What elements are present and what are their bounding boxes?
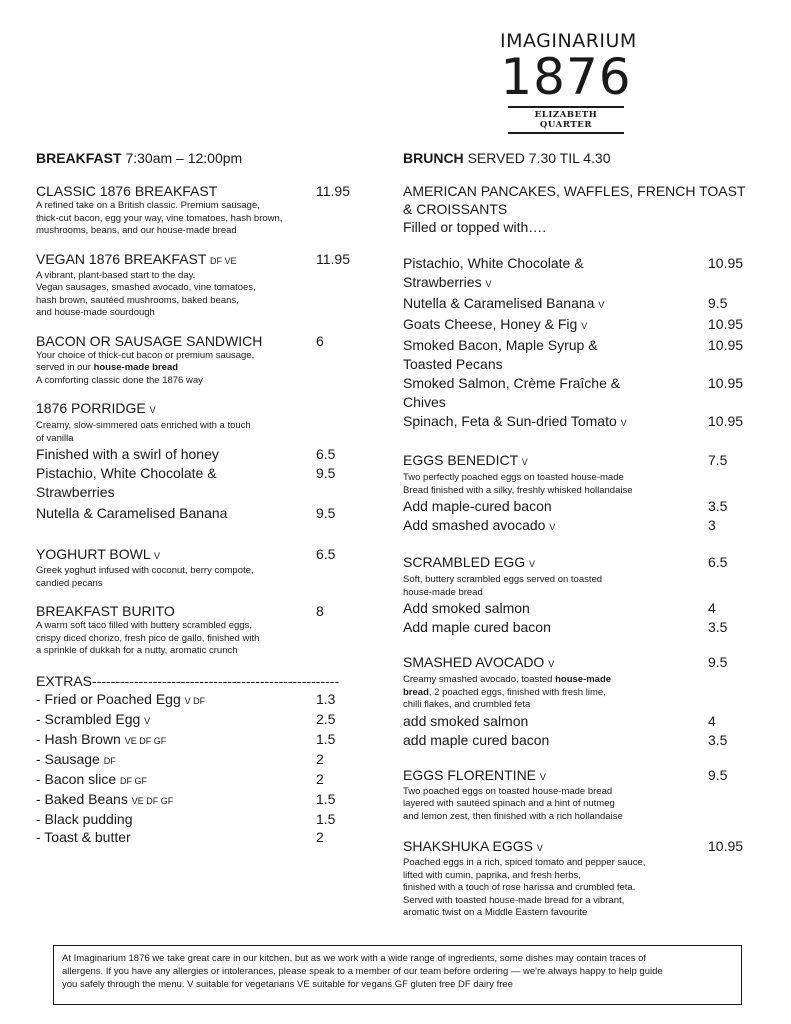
extra-name: - Toast & butter — [36, 828, 131, 845]
item-description — [403, 574, 748, 599]
item-price: 8 — [316, 603, 324, 619]
option-name: Smoked Bacon, Maple Syrup & — [403, 337, 598, 353]
dietary-tag: VE DF GF — [124, 735, 167, 746]
extra-price: 1.3 — [316, 690, 336, 707]
desc-bold: house-made bread — [93, 362, 179, 373]
addon-price: 3.5 — [708, 731, 728, 748]
extra-name: - Baked Beans — [36, 790, 128, 807]
pancake-option — [403, 336, 748, 374]
item-description — [36, 420, 356, 445]
item-price: 6.5 — [316, 546, 336, 562]
notice-line: you safely through the menu. V suitable for vegetarians VE suitable for vegans GF gluten free DF dairy free — [62, 979, 513, 990]
addon-name: Add maple cured bacon — [403, 619, 551, 635]
dietary-tag: VE DF GF — [131, 795, 174, 806]
extra-price: 2 — [316, 770, 324, 787]
extra-item — [36, 790, 356, 810]
dietary-tag: V — [620, 418, 627, 428]
dietary-tag: DF VE — [210, 255, 237, 266]
item-name: SMASHED AVOCADO — [403, 654, 545, 670]
breakfast-heading — [36, 150, 356, 166]
item-name: YOGHURT BOWL — [36, 546, 151, 562]
menu-item-eggs-florentine — [403, 766, 748, 824]
item-description — [36, 200, 356, 238]
dietary-tag: V — [581, 321, 588, 331]
item-name: BACON OR SAUSAGE SANDWICH — [36, 332, 263, 349]
extra-item — [36, 750, 356, 770]
desc-line: A warm soft taco filled with buttery scrambled eggs, — [36, 620, 252, 631]
item-price: 6 — [316, 332, 324, 349]
extra-price: 2.5 — [316, 710, 336, 727]
desc-line — [36, 362, 356, 375]
item-name-wrap — [36, 399, 356, 420]
dietary-tag: V — [598, 300, 605, 310]
item-name: SHAKSHUKA EGGS — [403, 838, 533, 854]
item-price: 9.5 — [708, 654, 728, 670]
desc-line: and lemon zest, then finished with a rich hollandaise — [403, 810, 623, 822]
breakfast-hours: 7:30am – 12:00pm — [125, 150, 243, 166]
desc-line: hash brown, sautéed mushrooms, baked beans, — [36, 294, 239, 306]
menu-item-smashed-avocado — [403, 653, 748, 750]
pancake-options — [403, 254, 748, 433]
menu-item-classic-breakfast — [36, 182, 356, 238]
option-name: Spinach, Feta & Sun-dried Tomato — [403, 413, 617, 429]
menu-item-yoghurt — [36, 545, 356, 590]
addon-price: 4 — [708, 600, 716, 616]
item-name: VEGAN 1876 BREAKFAST — [36, 250, 207, 267]
dietary-tag: V — [144, 715, 151, 726]
add-on — [403, 618, 748, 637]
option-price: 9.5 — [316, 505, 336, 521]
desc-line: Two poached eggs on toasted house-made bread — [403, 785, 613, 797]
desc-line: aromatic twist on a Middle Eastern favourite — [403, 907, 588, 918]
addon-name: Add smoked salmon — [403, 600, 530, 616]
extra-name: - Fried or Poached Egg — [36, 690, 181, 707]
dietary-tag: V — [149, 405, 156, 415]
extra-name: - Black pudding — [36, 810, 133, 827]
extra-name: - Scrambled Egg — [36, 710, 141, 727]
option-name-wrap — [36, 464, 308, 502]
option-price: 9.5 — [316, 465, 336, 481]
intro-line: Filled or topped with…. — [403, 219, 547, 235]
addon-name: add maple cured bacon — [403, 731, 550, 748]
option-name: Pistachio, White Chocolate & — [36, 465, 217, 481]
pancake-option — [403, 412, 748, 433]
menu-item-eggs-benedict — [403, 451, 748, 537]
dietary-tag: V — [549, 522, 556, 532]
extras-section — [36, 672, 356, 846]
desc-line: Soft, buttery scrambled eggs served on toasted — [403, 574, 603, 585]
desc-line: a sprinkle of dukkah for a nutty, aromatic crunch — [36, 645, 238, 656]
pancakes-intro — [403, 182, 748, 236]
item-price: 6.5 — [708, 554, 728, 570]
dietary-tag: V — [548, 659, 555, 669]
dietary-tag: V — [153, 551, 160, 561]
add-on — [403, 731, 748, 750]
addon-name: Add maple-cured bacon — [403, 498, 552, 514]
brunch-title: BRUNCH — [403, 150, 464, 166]
desc-text: Creamy smashed avocado, toasted — [403, 674, 556, 685]
addon-price: 3.5 — [708, 619, 728, 635]
extra-name: - Bacon slice — [36, 770, 117, 787]
option-price: 10.95 — [708, 316, 744, 332]
item-name: 1876 PORRIDGE — [36, 400, 146, 416]
dietary-tag: V — [529, 559, 536, 569]
add-on — [403, 712, 748, 731]
desc-line: candied pecans — [36, 577, 103, 589]
item-description — [403, 857, 748, 920]
desc-line: A refined take on a British classic. Premium sausage, — [36, 200, 260, 211]
desc-text: served in our — [36, 362, 94, 373]
breakfast-column — [36, 150, 356, 858]
extra-item — [36, 690, 356, 710]
extra-item — [36, 810, 356, 828]
desc-bold: bread — [403, 686, 429, 698]
option-name: Pistachio, White Chocolate & — [403, 255, 584, 271]
desc-line: Two perfectly poached eggs on toasted house-made — [403, 472, 624, 483]
item-description — [403, 786, 748, 824]
pancake-option — [403, 374, 748, 412]
desc-line: of vanilla — [36, 432, 74, 444]
desc-line: lifted with cumin, paprika, and fresh herbs, — [403, 869, 581, 881]
dietary-tag: V — [539, 771, 546, 782]
desc-line: A vibrant, plant-based start to the day. — [36, 269, 196, 281]
desc-line: Bread finished with a silky, freshly whisked hollandaise — [403, 484, 633, 496]
extra-price: 2 — [316, 750, 324, 767]
desc-line: A comforting classic done the 1876 way — [36, 374, 203, 386]
item-name-wrap — [36, 545, 308, 565]
desc-line: Your choice of thick-cut bacon or premium sausage, — [36, 349, 255, 361]
dietary-tag: DF — [103, 755, 116, 766]
option-price: 10.95 — [708, 337, 744, 353]
intro-line: & CROISSANTS — [403, 201, 508, 217]
extra-item — [36, 730, 356, 750]
item-price: 10.95 — [708, 838, 744, 854]
desc-text: , 2 poached eggs, finished with fresh lime, — [428, 686, 606, 698]
desc-line: Creamy, slow-simmered oats enriched with a touch — [36, 420, 251, 431]
addon-name: add smoked salmon — [403, 712, 529, 729]
desc-line: mushrooms, beans, and our house-made bread — [36, 225, 237, 236]
option-name: Goats Cheese, Honey & Fig — [403, 316, 578, 332]
option-name-cont: Toasted Pecans — [403, 356, 503, 372]
add-on — [403, 599, 748, 618]
desc-line: Greek yoghurt infused with coconut, berry compote, — [36, 565, 254, 576]
item-price: 9.5 — [708, 766, 728, 783]
addon-name: Add smashed avocado — [403, 517, 546, 533]
dietary-tag: V DF — [184, 695, 206, 706]
item-name: EGGS BENEDICT — [403, 452, 518, 468]
pancake-option — [403, 294, 748, 315]
menu-item-scrambled-egg — [403, 553, 748, 637]
extra-item — [36, 770, 356, 790]
extras-heading: EXTRAS----------------------------------------------------- — [36, 672, 340, 689]
item-description — [36, 620, 356, 658]
porridge-option — [36, 445, 356, 464]
intro-line: AMERICAN PANCAKES, WAFFLES, FRENCH TOAST — [403, 183, 746, 199]
option-name: Smoked Salmon, Crème Fraîche & — [403, 375, 621, 391]
option-price: 9.5 — [708, 295, 728, 311]
porridge-option — [36, 504, 356, 523]
pancake-option — [403, 254, 748, 294]
menu-item-sandwich — [36, 332, 356, 388]
logo-year: 1876 — [500, 48, 632, 106]
desc-bold: house-made — [555, 674, 612, 685]
item-description — [36, 350, 356, 388]
desc-line: and house-made sourdough — [36, 307, 155, 318]
add-on — [403, 516, 748, 537]
option-name: Nutella & Caramelised Banana — [403, 295, 595, 311]
item-name: EGGS FLORENTINE — [403, 766, 537, 783]
item-price: 11.95 — [316, 250, 350, 267]
option-name-cont: Chives — [403, 394, 446, 410]
desc-line: house-made bread — [403, 586, 483, 598]
porridge-option — [36, 464, 356, 502]
addon-price: 3.5 — [708, 498, 728, 514]
item-price: 7.5 — [708, 452, 728, 468]
logo-brand: IMAGINARIUM — [500, 30, 637, 52]
extra-price: 2 — [316, 828, 324, 845]
desc-line: finished with a touch of rose harissa and crumbled feta. — [403, 882, 636, 893]
pancake-option — [403, 315, 748, 336]
notice-line: allergens. If you have any allergies or intolerances, please speak to a member of our team before ordering — we're always happy to help guide — [62, 966, 663, 977]
menu-item-porridge — [36, 399, 356, 523]
brunch-heading — [403, 150, 748, 166]
extra-item — [36, 710, 356, 730]
desc-line: Served with toasted house-made bread for a vibrant, — [403, 894, 625, 906]
extra-price: 1.5 — [316, 790, 336, 807]
desc-line: Vegan sausages, smashed avocado, vine tomatoes, — [36, 282, 256, 293]
option-name-cont: Strawberries — [36, 484, 115, 500]
dietary-tag: V — [485, 279, 492, 289]
option-price: 10.95 — [708, 375, 744, 391]
option-name: Nutella & Caramelised Banana — [36, 505, 228, 521]
extra-name: - Hash Brown — [36, 730, 121, 747]
option-name: Finished with a swirl of honey — [36, 446, 219, 462]
item-description — [36, 565, 356, 590]
logo-quarter: ELIZABETH QUARTER — [508, 106, 624, 134]
desc-line: crispy diced chorizo, fresh pico de gallo, finished with — [36, 632, 260, 644]
addon-price: 3 — [708, 517, 716, 533]
option-price: 10.95 — [708, 413, 744, 429]
desc-line: chilli flakes, and crumbled feta — [403, 699, 531, 710]
allergen-notice — [53, 945, 742, 1005]
desc-line — [403, 687, 748, 700]
menu-item-shakshuka — [403, 837, 748, 920]
desc-line: Poached eggs in a rich, spiced tomato and pepper sauce, — [403, 857, 646, 868]
item-description — [403, 472, 748, 497]
restaurant-logo — [500, 30, 637, 134]
menu-item-burito — [36, 602, 356, 658]
item-name: SCRAMBLED EGG — [403, 554, 526, 570]
desc-line: layered with sautéed spinach and a hint of nutmeg — [403, 798, 615, 809]
extra-item — [36, 828, 356, 846]
extra-name: - Sausage — [36, 750, 100, 767]
item-description — [403, 674, 748, 712]
extra-price: 1.5 — [316, 810, 336, 827]
extra-price: 1.5 — [316, 730, 336, 747]
item-name: BREAKFAST BURITO — [36, 603, 175, 619]
dietary-tag: V — [536, 843, 543, 853]
brunch-hours: SERVED 7.30 TIL 4.30 — [467, 150, 611, 166]
menu-item-vegan-breakfast — [36, 250, 356, 320]
desc-line — [403, 674, 748, 687]
add-on — [403, 497, 748, 516]
addon-price: 4 — [708, 712, 716, 729]
item-name-wrap — [36, 250, 308, 270]
option-price: 10.95 — [708, 255, 744, 271]
option-price: 6.5 — [316, 446, 336, 462]
option-name-cont: Strawberries — [403, 274, 482, 290]
desc-line: thick-cut bacon, egg your way, vine tomatoes, hash brown, — [36, 212, 283, 224]
breakfast-title: BREAKFAST — [36, 150, 122, 166]
item-description — [36, 270, 356, 320]
notice-line: At Imaginarium 1876 we take great care in our kitchen, but as we work with a wide range of ingredients, some dishes may contain traces of — [62, 953, 647, 964]
dietary-tag: V — [521, 457, 528, 467]
item-name: CLASSIC 1876 BREAKFAST — [36, 183, 218, 199]
brunch-column — [403, 150, 748, 932]
dietary-tag: DF GF — [120, 775, 148, 786]
item-price: 11.95 — [316, 183, 350, 199]
